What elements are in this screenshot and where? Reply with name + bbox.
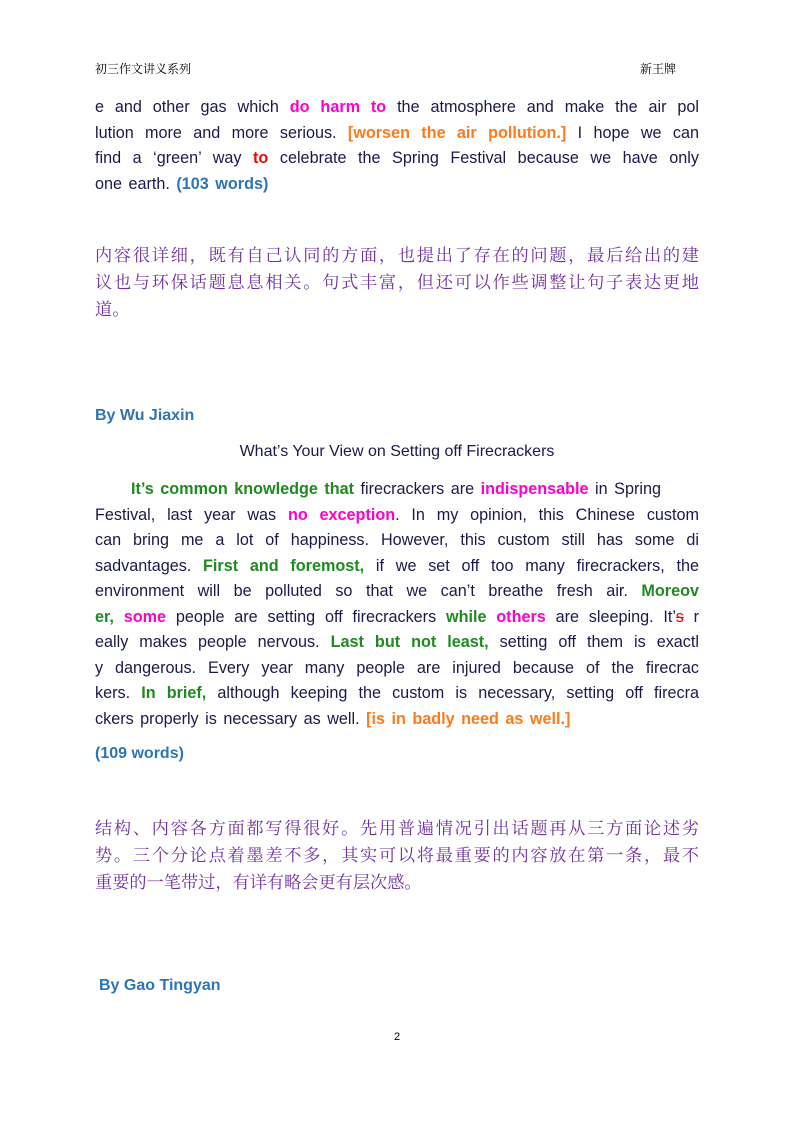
header-brand: 新王牌 bbox=[640, 62, 677, 76]
byline-gao-tingyan: By Gao Tingyan bbox=[99, 977, 221, 994]
text-line: y dangerous. Every year many people are injured because of the firecrac bbox=[95, 658, 699, 677]
text-line: find a ‘green’ way to celebrate the Spring Festival because we have only bbox=[95, 149, 699, 167]
teacher-comment-2: 结构、内容各方面都写得很好。先用普遍情况引出话题再从三方面论述劣 势。三个分论点着墨差不多，其实可以将最重要的内容放在第一条，最不 重要的一笔带过，有详有略会更有层次感。 bbox=[95, 818, 699, 892]
highlight: do harm to bbox=[289, 98, 387, 116]
byline-wu-jiaxin: By Wu Jiaxin bbox=[95, 407, 195, 424]
word-count: (109 words) bbox=[95, 745, 184, 762]
text-line: er, some people are setting off firecrackers while others are sleeping. It’s r bbox=[95, 607, 700, 626]
correction: [worsen the air pollution.] bbox=[347, 123, 567, 142]
page-number: 2 bbox=[393, 1031, 401, 1043]
text-line: e and other gas which do harm to the atmosphere and make the air pol bbox=[95, 98, 699, 116]
text-line: lution more and more serious. [worsen the air pollution.] I hope we can bbox=[95, 123, 699, 142]
text-line: one earth. (103 words) bbox=[95, 174, 269, 193]
text-line: sadvantages. First and foremost, if we set off too many firecrackers, the bbox=[95, 556, 699, 575]
correction: [is in badly need as well.] bbox=[366, 709, 571, 728]
essay-title: What’s Your View on Setting off Firecrackers bbox=[239, 443, 555, 460]
text-line: eally makes people nervous. Last but not least, setting off them is exactl bbox=[95, 633, 699, 651]
essay2-body bbox=[95, 477, 699, 732]
text-line: Festival, last year was no exception. In my opinion, this Chinese custom bbox=[95, 505, 699, 524]
highlight: to bbox=[253, 149, 269, 167]
text-line: It’s common knowledge that firecrackers are indispensable in Spring bbox=[131, 480, 661, 498]
text-line: environment will be polluted so that we can’t breathe fresh air. Moreov bbox=[95, 582, 699, 600]
essay1-ending bbox=[95, 95, 699, 197]
word-count: (103 words) bbox=[176, 174, 269, 193]
header-series-title: 初三作文讲义系列 bbox=[95, 62, 192, 76]
text-line: ckers properly is necessary as well. [is in badly need as well.] bbox=[95, 709, 571, 728]
text-line: kers. In brief, although keeping the custom is necessary, setting off firecra bbox=[95, 684, 699, 702]
deleted-letter: s bbox=[675, 607, 684, 626]
teacher-comment-1: 内容很详细，既有自己认同的方面，也提出了存在的问题，最后给出的建 议也与环保话题息息相关。句式丰富，但还可以作些调整让句子表达更地 道。 bbox=[95, 245, 699, 319]
text-line: can bring me a lot of happiness. However, this custom still has some di bbox=[95, 531, 699, 549]
